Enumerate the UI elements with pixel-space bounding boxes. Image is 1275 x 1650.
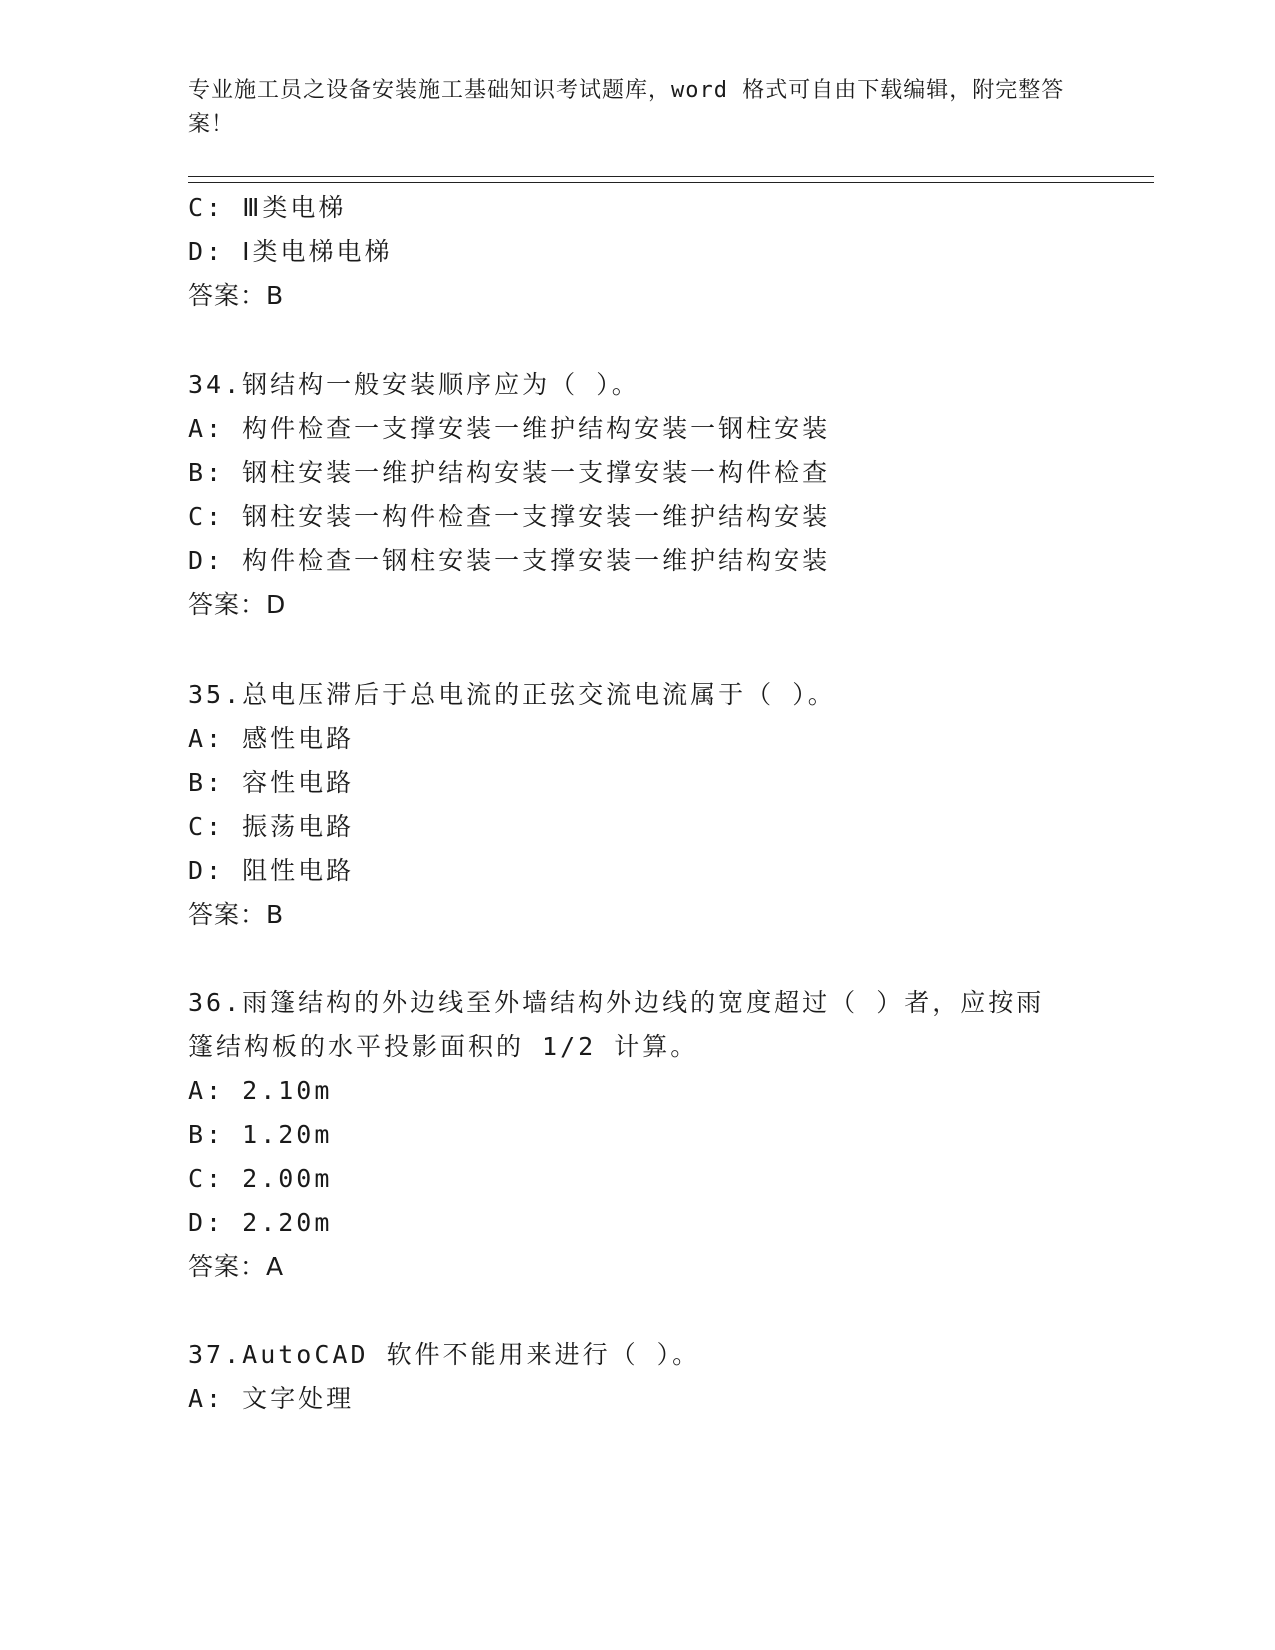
prev-option-d: D: Ⅰ类电梯电梯: [188, 237, 393, 266]
q35-question: 35.总电压滞后于总电流的正弦交流电流属于（ ）。: [188, 680, 836, 709]
prev-option-c: C: Ⅲ类电梯: [188, 193, 347, 222]
q34-option-d: D: 构件检查一钢柱安装一支撑安装一维护结构安装: [188, 546, 831, 575]
q36-option-a: A: 2.10m: [188, 1076, 333, 1105]
prev-answer: 答案：B: [188, 281, 285, 310]
q34-option-a: A: 构件检查一支撑安装一维护结构安装一钢柱安装: [188, 414, 831, 443]
q36-option-b: B: 1.20m: [188, 1120, 333, 1149]
q35-answer: 答案：B: [188, 900, 285, 929]
q36-answer: 答案：A: [188, 1252, 285, 1281]
q34-answer: 答案：D: [188, 590, 287, 619]
q35-option-c: C: 振荡电路: [188, 812, 355, 841]
q35-option-d: D: 阻性电路: [188, 856, 355, 885]
document-header: 专业施工员之设备安装施工基础知识考试题库，word 格式可自由下载编辑，附完整答案！: [188, 78, 1065, 137]
q34-question: 34.钢结构一般安装顺序应为（ ）。: [188, 370, 640, 399]
q35-option-a: A: 感性电路: [188, 724, 355, 753]
q36-question-line2: 篷结构板的水平投影面积的 1/2 计算。: [188, 1032, 699, 1061]
q34-option-c: C: 钢柱安装一构件检查一支撑安装一维护结构安装: [188, 502, 831, 531]
q37-question: 37.AutoCAD 软件不能用来进行（ ）。: [188, 1340, 701, 1369]
q34-option-b: B: 钢柱安装一维护结构安装一支撑安装一构件检查: [188, 458, 831, 487]
q36-question-line1: 36.雨篷结构的外边线至外墙结构外边线的宽度超过（ ）者，应按雨: [188, 988, 1045, 1017]
header-divider-top: [188, 176, 1154, 177]
q36-option-d: D: 2.20m: [188, 1208, 333, 1237]
header-divider-bottom: [188, 182, 1154, 183]
q37-option-a: A: 文字处理: [188, 1384, 355, 1413]
q35-option-b: B: 容性电路: [188, 768, 355, 797]
q36-option-c: C: 2.00m: [188, 1164, 333, 1193]
